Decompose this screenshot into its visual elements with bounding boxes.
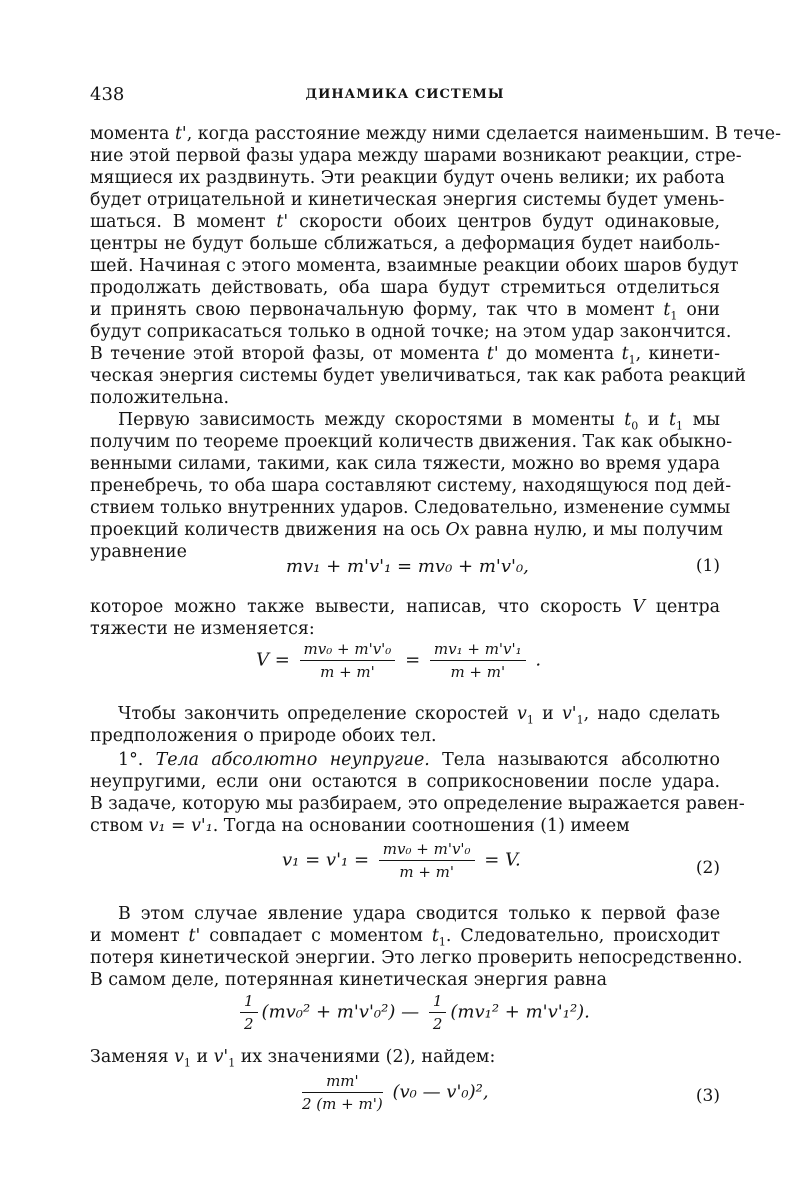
equation-number: (3) [695,1086,720,1106]
text-line: получим по теореме проекций количеств движения. Так как обыкно- [90,432,733,452]
text-line: центры не будут больше сближаться, а деформация будет наиболь- [90,234,720,254]
text-line: В этом случае явление удара сводится только к первой фазе [118,904,720,924]
text-line: Заменяя $v_1$ и $v'_1$ их значениями (2), найдем: [90,1047,496,1070]
equation-2-body: v₁ = v'₁ = $\frac{\text{mv₀ + m'v'₀}}{m + m'}$ = V. [282,840,521,881]
equation-energy-body: $\frac{1}{2}$ (mv₀² + m'v'₀²) — $\frac{1}{2}$ (mv₁² + m'v'₁²). [236,992,590,1033]
text-line: шаться. В момент t' скорости обоих центров будут одинаковые, [90,212,720,232]
text-line: пренебречь, то оба шара составляют систему, находящуюся под дей- [90,476,732,496]
text-line: момента t', когда расстояние между ними сделается наименьшим. В тече- [90,124,781,144]
text-line: неупругими, если они остаются в соприкосновении после удара. [90,772,720,792]
text-line: будет отрицательной и кинетическая энергия системы будет умень- [90,190,725,210]
text-line: Чтобы закончить определение скоростей $v_1$ и $v'_1$, надо сделать [118,704,721,727]
equation-3-body: $\frac{mm'}{2 (m + m')}$ (v₀ — v'₀)², [302,1072,489,1113]
text-line: В задаче, которую мы разбираем, это определение выражается равен- [90,794,745,814]
text-line: и принять свою первоначальную форму, так что в момент $t_1$ они [90,300,721,323]
text-line: которое можно также вывести, написав, что скорость V центра [90,597,720,617]
equation-number: (2) [695,858,720,878]
equation-3 [90,1072,720,1126]
text-line: ствием только внутренних ударов. Следовательно, изменение суммы [90,498,731,518]
page-header [90,84,720,108]
text-line: В течение этой второй фазы, от момента t' до момента $t_1$, кинети- [90,344,720,367]
text-line: венными силами, такими, как сила тяжести, можно во время удара [90,454,720,474]
text-line: и момент t' совпадает с моментом $t_1$. Следовательно, происходит [90,926,720,949]
text-line: ческая энергия системы будет увеличиваться, так как работа реакций [90,366,747,386]
text-line: шей. Начиная с этого момента, взаимные реакции обоих шаров будут [90,256,739,276]
equation-2 [90,840,720,896]
equation-velocity-center [90,640,720,694]
text-line: проекций количеств движения на ось Ox равна нулю, и мы получим [90,520,723,540]
equation-energy-loss [90,992,720,1042]
equation-number: (1) [695,556,720,576]
text-line: Первую зависимость между скоростями в моменты $t_0$ и $t_1$ мы [118,410,720,433]
text-line: мящиеся их раздвинуть. Эти реакции будут очень велики; их работа [90,168,725,188]
text-line: потеря кинетической энергии. Это легко проверить непосредственно. [90,948,743,968]
text-line: уравнение [90,542,187,562]
equation-1 [90,556,720,582]
text-line: тяжести не изменяется: [90,619,315,639]
text-line: будут соприкасаться только в одной точке; на этом удар закончится. [90,322,732,342]
text-line: положительна. [90,388,230,408]
text-line: продолжать действовать, оба шара будут стремиться отделиться [90,278,720,298]
running-title: ДИНАМИКА СИСТЕМЫ [305,87,505,102]
text-line: ние этой первой фазы удара между шарами возникают реакции, стре- [90,146,742,166]
text-line: В самом деле, потерянная кинетическая энергия равна [90,970,608,990]
text-line: ством v₁ = v'₁. Тогда на основании соотношения (1) имеем [90,816,630,836]
text-line: предположения о природе обоих тел. [90,726,437,746]
page-number: 438 [90,84,125,105]
equation-1-body: mv₁ + m'v'₁ = mv₀ + m'v'₀, [286,556,529,577]
text-line: 1°. Тела абсолютно неупругие. Тела называются абсолютно [118,750,720,770]
equation-velocity-body: V = $\frac{\text{mv₀ + m'v'₀}}{m + m'}$ = $\frac{\text{mv₁ + m'v'₁}}{m + m'}$ . [256,640,542,681]
